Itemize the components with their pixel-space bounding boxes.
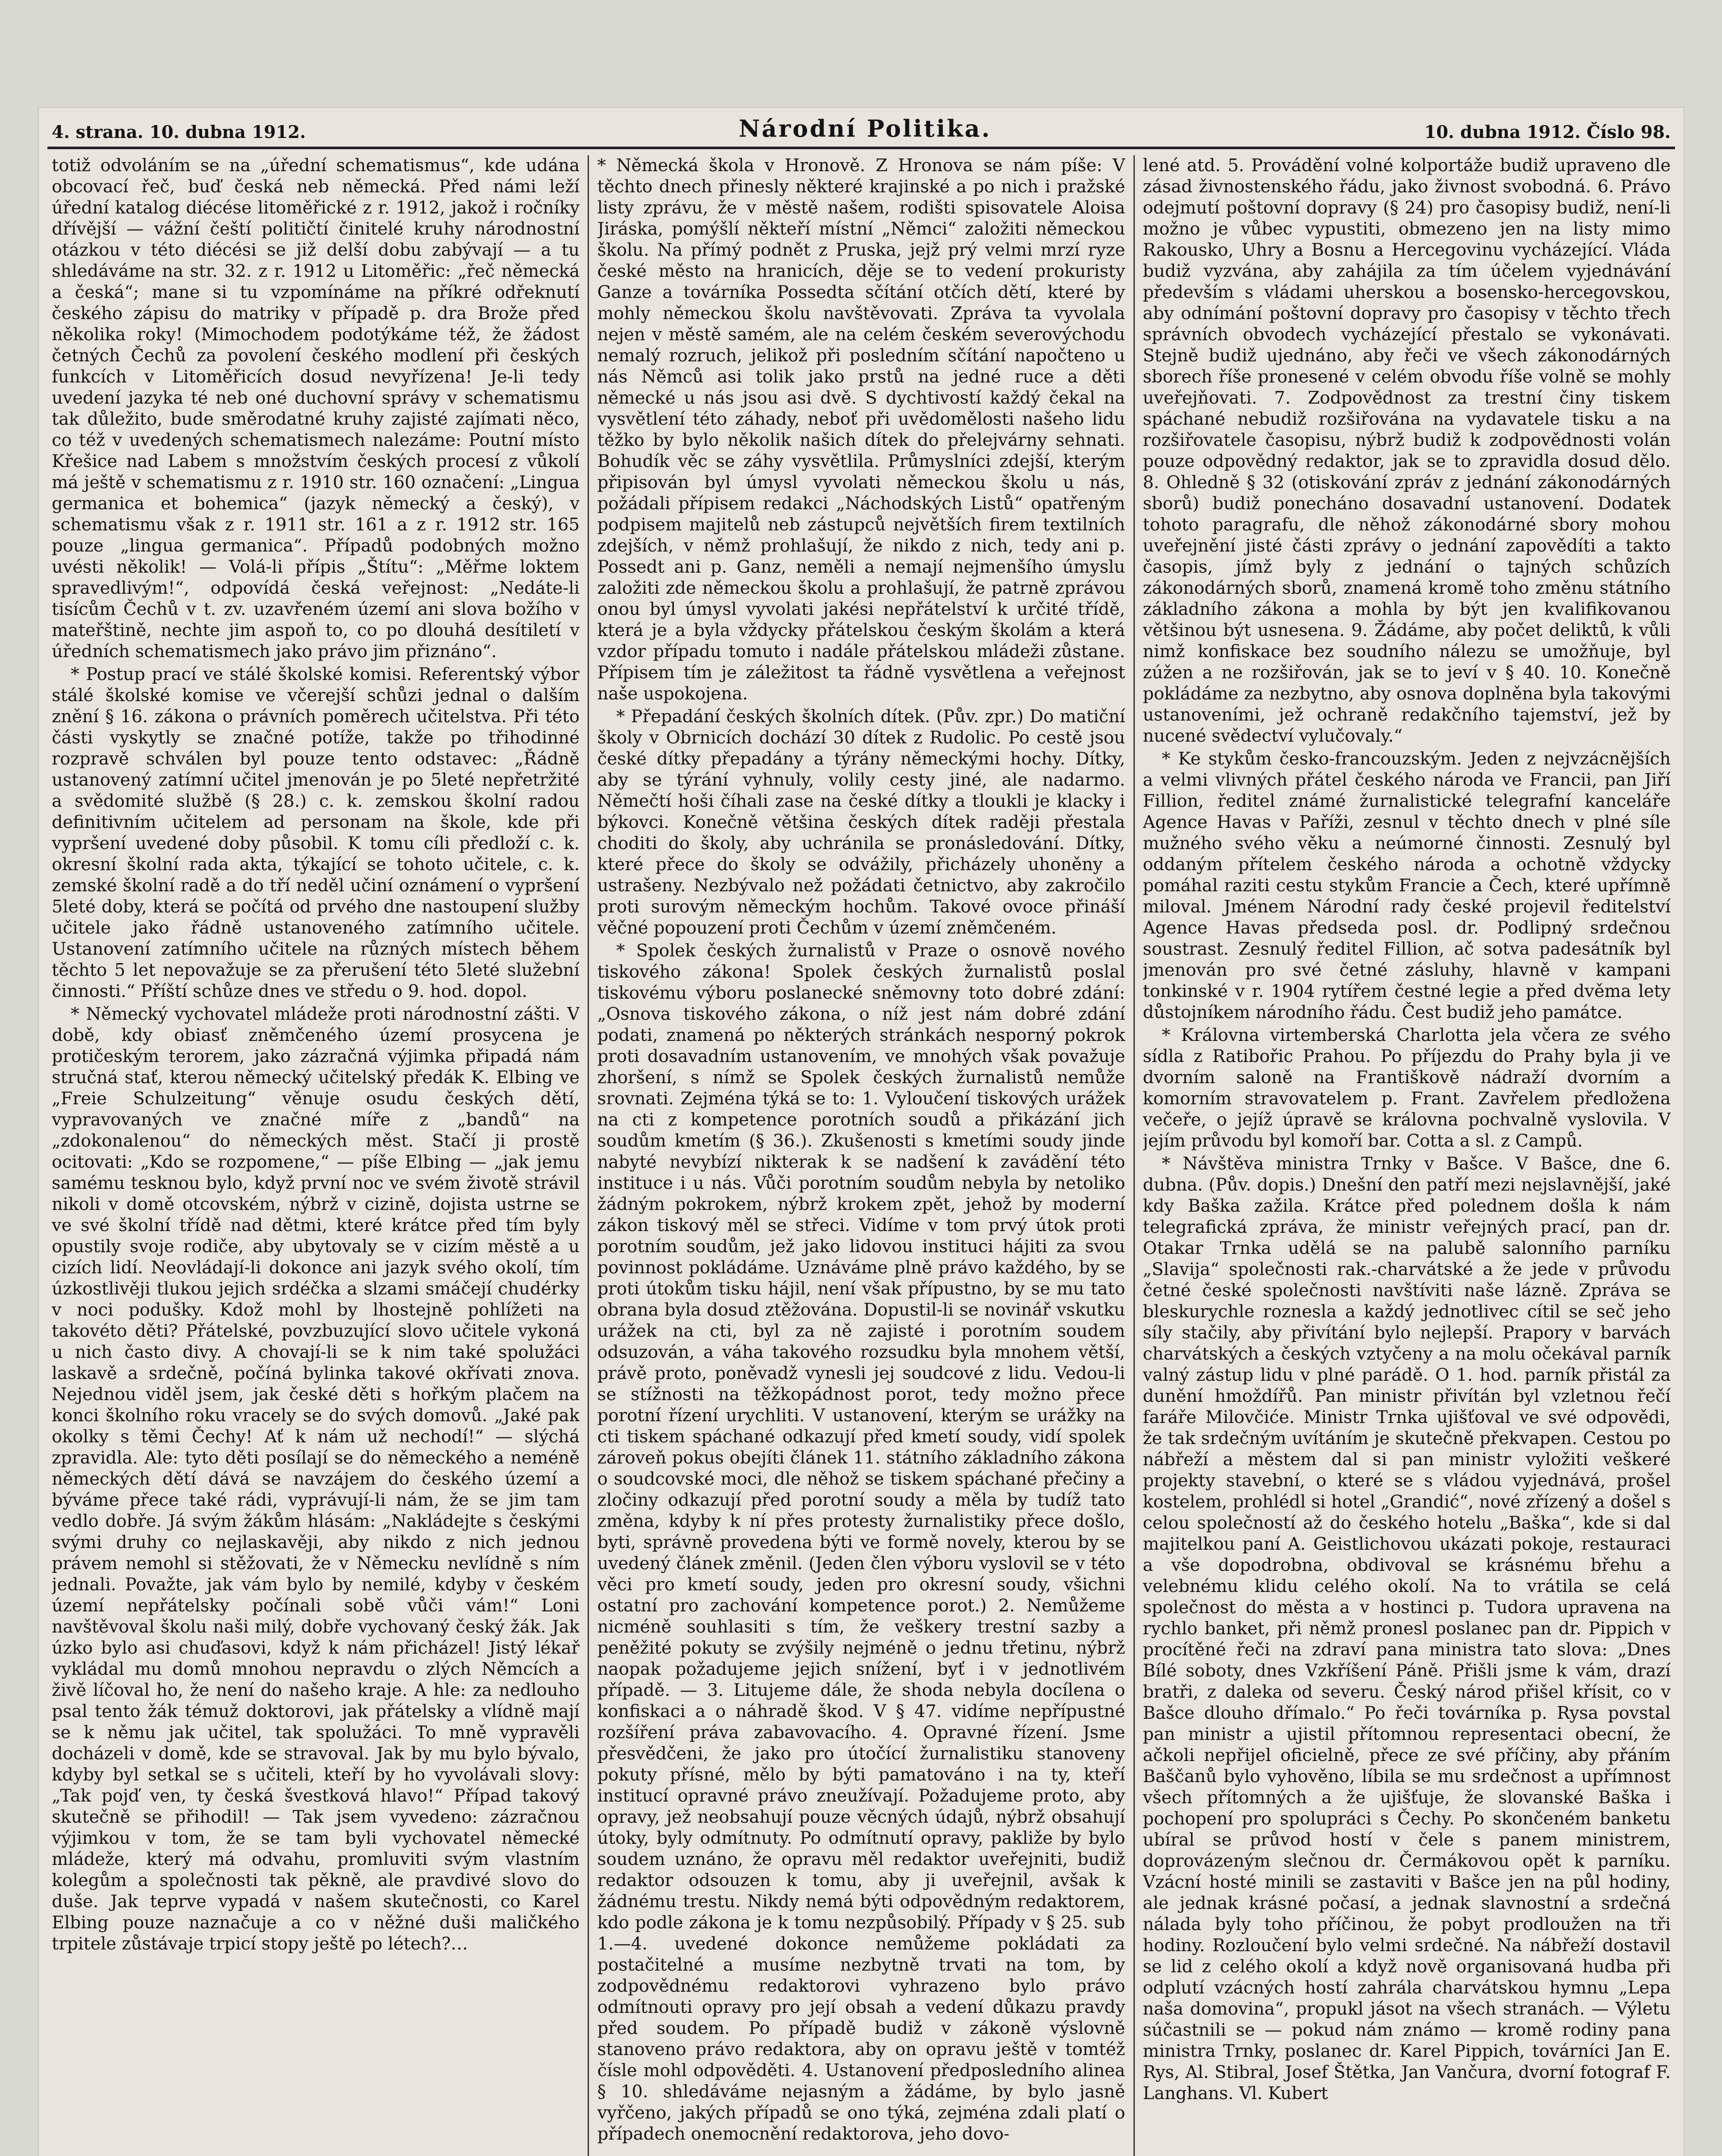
article-paragraph: * Královna virtemberská Charlotta jela včera ze svého sídla z Ratibořic Prahou. Po příjezdu do Prahy byla ji ve dvorním saloně na Františkově nádraží dvorním a komorním stravovatelem p. Frant. Zavřelem předložena večeře, o jejíž úpravě se královna pochvalně vyslovila. V jejím průvodu byl komoří bar. Cotta a sl. z Campů. xyxy=(1143,1025,1671,1151)
newspaper-title: Národní Politika. xyxy=(739,115,992,142)
article-paragraph: * Spolek českých žurnalistů v Praze o osnově nového tiskového zákona! Spolek českých žurnalistů poslal tiskovému výboru poslanecké sněmovny toto dobré zdání: „Osnova tiskového zákona, o níž jest nám dobré zdání podati, znamená po některých stránkách nesporný pokrok proti dosavadním ustanovením, ve mnohých však považuje zhoršení, s nímž se Spolek českých žurnalistů nemůže srovnati. Zejména týká se to: 1. Vyloučení tiskových urážek na cti z kompetence porotních soudů a přikázání jich soudům kmetím (§ 36.). Zkušenosti s kmetími soudy jinde nabyté nevybízí nikterak k se nadšení k zavádění této instituce i u nás. Vůči porotním soudům nebyla by netoliko žádným pokrokem, nýbrž krokem zpět, jehož by moderní zákon tiskový měl se střeci. Vidíme v tom prvý útok proti porotním soudům, jež jako lidovou instituci hájiti za svou povinnost pokládáme. Uznáváme plně právo každého, by se proti útokům tisku hájil, není však přípustno, by se mu tato obrana byla dosud ztěžována. Dopustil-li se novinář vskutku urážek na cti, byl za ně zajisté i porotním soudem odsuzován, a váha takového rozsudku byla mnohem větší, právě proto, poněvadž vynesli jej soudcové z lidu. Vedou-li se stížnosti na těžkopádnost porot, tedy možno přece porotní řízení urychliti. V ustanovení, kterým se urážky na cti tiskem spáchané odkazují před kmetí soudy, vidí spolek zároveň pokus obejíti článek 11. státního základního zákona o soudcovské moci, dle něhož se tiskem spáchané přečiny a zločiny odkazují před porotní soudy a měla by tudíž tato změna, kdyby k ní přes protesty žurnalistiky přece došlo, byti, správně provedena býti ve formě novely, kterou by se uvedený článek změnil. (Jeden člen výboru vyslovil se v této věci pro kmetí soudy, jeden pro okresní soudy, všichni ostatní pro zachování kompetence porot.) 2. Nemůžeme nicméně souhlasiti s tím, že veškery trestní sazby a peněžité pokuty se zvýšily nejméně o jednu třetinu, nýbrž naopak požadujeme jejich snížení, byť i v jednotlivém případě. — 3. Litujeme dále, že shoda nebyla docílena o konfiskaci a o náhradě škod. V § 47. vidíme nepřípustné rozšíření práva zabavovacího. 4. Opravné řízení. Jsme přesvědčeni, že jako pro útočící žurnalistiku stanoveny pokuty přísné, mělo by býti pamatováno i na ty, kteří institucí opravné právo zneužívají. Požadujeme proto, aby opravy, jež neobsahují pouze věcných údajů, nýbrž obsahují útoky, byly odmítnuty. Po odmítnutí opravy, pakliže by bylo soudem uznáno, že opravu měl redaktor uveřejniti, budiž redaktor odsouzen k tomu, aby ji uveřejnil, avšak k žádnému trestu. Nikdy nemá býti odpovědným redaktorem, kdo podle zákona je k tomu nezpůsobilý. Případy v § 25. sub 1.—4. uvedené dokonce nemůžeme pokládati za postačitelné a musíme nezbytně trvati na tom, by zodpovědnému redaktorovi vyhrazeno bylo právo odmítnouti opravy pro její obsah a vedení důkazu pravdy před soudem. Po případě budiž v zákoně výslovně stanoveno právo redaktora, aby on opravu ještě v tomtéž čísle mohl odpověděti. 4. Ustanovení předposledního alinea § 10. shledáváme nejasným a žádáme, by bylo jasně vyřčeno, jakých případů se ono týká, zejména zdali platí o případech onemocnění redaktorova, jeho dovo- xyxy=(597,941,1125,2144)
article-paragraph: * Návštěva ministra Trnky v Bašce. V Bašce, dne 6. dubna. (Pův. dopis.) Dnešní den patří mezi nejslavnější, jaké kdy Baška zažila. Krátce před polednem došla k nám telegrafická zpráva, že ministr veřejných prací, pan dr. Otakar Trnka udělá se na palubě salonního parníku „Slavija“ společnosti rak.-charvátské a že jede v průvodu četné české společnosti navštíviti naše lázně. Zpráva se bleskurychle roznesla a každý jednotlivec cítil se seč jeho síly stačily, aby přivítání bylo nejlepší. Prapory v barvách charvátských a českých vztyčeny a na molu očekával parník valný zástup lidu v plné parádě. O 1. hod. parník přistál za dunění hmoždířů. Pan ministr přivítán byl vzletnou řečí faráře Milovčiće. Ministr Trnka ujišťoval ve své odpovědi, že tak srdečným uvítáním je skutečně překvapen. Cestou po nábřeží a městem dal si pan ministr vyložiti veškeré projekty stavební, o které se s vládou vyjednává, prošel kostelem, prohlédl si hotel „Grandić“, nové zřízený a došel s celou společností až do českého hotelu „Baška“, kde si dal majitelkou paní A. Geistlichovou ukázati pokoje, restauraci a vše dopodrobna, obdivoval se krásnému břehu a velebnému klidu celého okolí. Na to vrátila se celá společnost do města a v hostinci p. Tudora upravena na rychlo banket, při němž pronesl poslanec pan dr. Pippich v procítěné řeči na zdraví pana ministra tato slova: „Dnes Bílé soboty, dnes Vzkříšení Páně. Přišli jsme k vám, drazí bratři, z daleka od severu. Český národ přišel křísit, co v Bašce dlouho dřímalo.“ Po řeči továrníka p. Rysa povstal pan ministr a ujistil přítomnou representaci obecní, že ačkoli nepřijel oficielně, přece ze své příčiny, aby přáním Baščanů bylo vyhověno, líbila se mu srdečnost a upřímnost všech přítomných a že ujišťuje, že slovanské Baška i pochopení pro spolupráci s Čechy. Po skončeném banketu ubíral se průvod hostí v čele s panem ministrem, doprovázeným slečnou dr. Čermákovou opět k parníku. Vzácní hosté minili se zastaviti v Bašce jen na půl hodiny, ale jednak krásné počasí, a jednak slavnostní a srdečná nálada byly toho příčinou, že pobyt prodloužen na tři hodiny. Rozloučení bylo velmi srdečné. Na nábřeží dostavil se lid z celého okolí a když nově organisovaná hudba při odplutí vzácných hostí zahrála charvátskou hymnu „Lepa naša domovina“, propukl jásot na všech stranách. — Výletu súčastnili se — pokud nám známo — kromě rodiny pana ministra Trnky, poslanec dr. Karel Pippich, továrníci Jan E. Rys, Al. Stibral, Josef Štětka, Jan Vančura, dvorní fotograf F. Langhans. Vl. Kubert xyxy=(1143,1154,1671,2103)
column-2 xyxy=(597,155,1125,2156)
column-divider xyxy=(588,155,589,2156)
article-paragraph: * Německá škola v Hronově. Z Hronova se nám píše: V těchto dnech přinesly některé krajinské a po nich i pražské listy zprávu, že v městě našem, rodišti spisovatele Aloisa Jiráska, pomýšlí někteří místní „Němci“ založiti německou školu. Na přímý podnět z Pruska, jejž prý velmi mrzí ryze české město na hranicích, děje se to vedení prokuristy Ganze a továrníka Possedta sčítání otčích dětí, které by mohly německou školu navštěvovati. Zpráva ta vyvolala nejen v městě samém, ale na celém českém severovýchodu nemalý rozruch, jelikož při posledním sčítání napočteno u nás Němců asi tolik jako prstů na jedné ruce a děti německé u nás jsou asi dvě. S dychtivostí každý čekal na vysvětlení této záhady, neboť při uvědomělosti našeho lidu těžko by bylo několik našich dítek do přelejvárny sehnati. Bohudík věc se záhy vysvětlila. Průmyslníci zdejší, kterým připisován byl úmysl vyvolati německou školu u nás, požádali přípisem redakci „Náchodských Listů“ opatřeným podpisem majitelů neb zástupců největších firem textilních zdejších, v němž prohlašují, že nikdo z nich, tedy ani p. Possedt ani p. Ganz, neměli a nemají nejmenšího úmyslu založiti zde německou školu a prohlašují, že patrně zprávou onou byl úmysl vyvolati jakési nepřátelství k určité třídě, která je a byla vždycky přátelskou českým školám a která vzdor případu tomuto i nadále přátelskou mládeži zůstane. Přípisem tím je záležitost ta řádně vysvětlena a veřejnost naše uspokojena. xyxy=(597,156,1125,704)
column-divider xyxy=(1133,155,1135,2156)
article-paragraph: * Německý vychovatel mládeže proti národnostní zášti. V době, kdy obiasť zněmčeného území prosycena je protičeským terorem, jako zázračná výjimka připadá nám stručná stať, kterou německý učitelský předák K. Elbing ve „Freie Schulzeitung“ věnuje osudu českých dětí, vypravovaných ve značné míře z „bandů“ na „zdokonalenou“ do německých měst. Stačí ji prostě ocitovati: „Kdo se rozpomene,“ — píše Elbing — „jak jemu samému tesknou bylo, když první noc ve svém životě strávil nikoli v domě otcovském, nýbrž v cizině, dojista ustrne se ve své školní třídě nad dětmi, které krátce před tím byly opustily svoje rodiče, aby ubytovaly se v cizím městě a u cizích lidí. Neovládají-li dokonce ani jazyk svého okolí, tím úzkostlivěji tlukou jejich srdéčka a slzami smáčejí chudérky v noci podušky. Kdož mohl by lhostejně pohlížeti na takovéto děti? Přátelské, povzbuzující slovo učitele vykoná u nich často divy. A chovají-li se k nim také spolužáci laskavě a srdečně, počíná bylinka takové okřívati znova. Nejednou viděl jsem, jak české děti s hořkým plačem na konci školního roku vracely se do svých domovů. „Jaké pak okolky s těmi Čechy! Ať k nám už nechodí!“ — slýchá zpravidla. Ale: tyto děti posílají se do německého a neméně německých dětí dává se navzájem do českého území a býváme přece také rádi, vyprávují-li nám, že se jim tam vedlo dobře. Já svým žákům hlásám: „Nakládejte s českými svými druhy co nejlaskavěji, aby nikdo z nich jednou právem nemohl si stěžovati, že v Německu nevlídně s ním jednali. Považte, jak vám bylo by nemilé, kdyby v českém území nepřátelsky počínali sobě vůči vám!“ Loni navštěvoval školu naši milý, dobře vychovaný český žák. Jak úzko bylo asi chuďasovi, když k nám přicházel! Jistý lékař vykládal mu domů mnohou nepravdu o zlých Němcích a živě líčoval ho, že není do našeho kraje. A hle: za nedlouho psal tento žák témuž doktorovi, jak přátelsky a vlídně mají se k němu jak učitel, tak spolužáci. To mně vypravěli docházeli v domě, kde se stravoval. Jak by mu bylo bývalo, kdyby byl setkal se s učiteli, kteří by ho vyvolávali slovy: „Tak pojď ven, ty česká švestková hlavo!“ Případ takový skutečně se přihodil! — Tak jsem vyvedeno: zázračnou výjimkou v tom, že se tam byli vychovatel německé mládeže, který má odvahu, promluviti svým vlastním kolegům a společnosti tak pěkně, ale pravdivé slovo do duše. Jak teprve vypadá v našem skutečnosti, co Karel Elbing pouze naznačuje a co v něžné duši maličkého trpitele zůstávaje trpicí stopy ještě po létech?… xyxy=(52,1004,580,1954)
header-rule xyxy=(47,147,1675,149)
issue-date-number: 10. dubna 1912. Číslo 98. xyxy=(1424,122,1671,142)
column-1 xyxy=(52,155,579,2156)
article-paragraph: * Postup prací ve stálé školské komisi. Referentský výbor stálé školské komise ve včerejší schůzi jednal o dalším znění § 16. zákona o právních poměrech učitelstva. Při této části vyskytly se značné potíže, takže po třihodinné rozpravě schválen byl pouze tento odstavec: „Řádně ustanovený zatímní učitel jmenován je po 5leté nepřetržité a svědomité službě (§ 28.) c. k. zemskou školní radou definitivním učitelem ad personam na škole, kde při vypršení uvedené doby působil. K tomu cíli předloží c. k. okresní školní rada akta, týkající se tohoto učitele, c. k. zemské školní radě a do tří neděl učiní oznámení o vypršení 5leté doby, která se počítá od prvého dne nastoupení služby učitele jako řádně ustanoveného zatímního učitele. Ustanovení zatímního učitele na různých místech během těchto 5 let nepovažuje se za přerušení této 5leté služební činnosti.“ Příští schůze dnes ve středu o 9. hod. dopol. xyxy=(52,664,580,1001)
column-3 xyxy=(1143,155,1671,2156)
article-paragraph: * Ke stykům česko-francouzským. Jeden z nejvzácnějších a velmi vlivných přátel českého národa ve Francii, pan Jiří Fillion, ředitel známé žurnalistické telegrafní kanceláře Agence Havas v Paříži, zesnul v těchto dnech v plné síle mužného svého věku a neúmorné činnosti. Zesnulý byl oddaným přítelem českého národa a ochotně vždycky pomáhal raziti cestu stykům Francie a Čech, které upřímně miloval. Jménem Národní rady české projevil ředitelství Agence Havas předseda posl. dr. Podlipný srdečnou soustrast. Zesnulý ředitel Fillion, ač sotva padesátník byl jmenován pro své četné zásluhy, hlavně v kampani tonkinské v r. 1904 rytířem čestné legie a před dvěma lety důstojníkem národního řádu. Čest budiž jeho památce. xyxy=(1143,749,1671,1022)
page-number-date: 4. strana. 10. dubna 1912. xyxy=(52,122,306,142)
article-paragraph: * Přepadání českých školních dítek. (Pův. zpr.) Do matiční školy v Obrnicích dochází 30 dítek z Rudolic. Po cestě jsou české dítky přepadány a týrány německými hochy. Dítky, aby se týrání vyhnuly, volily cesty jiné, ale nadarmo. Němečtí hoši číhali zase na české dítky a tloukli je klacky i býkovci. Konečně většina českých dítek raději přestala choditi do školy, aby uchránila se pronásledování. Dítky, které přece do školy se odvážily, přicházely uhoněny a ustrašeny. Nezbývalo než požádati četnictvo, aby zakročilo proti surovým německým hochům. Takové ovoce přináší věčné popouzení proti Čechům v území zněmčeném. xyxy=(597,707,1125,938)
article-paragraph: totiž odvoláním se na „úřední schematismus“, kde udána obcovací řeč, buď česká neb německá. Před námi leží úřední katalog diécése litoměřické z r. 1912, jakož i ročníky dřívější — vážní čeští političtí činitelé kruhy národnostní otázkou v této diécési se již delší dobu zabývají — a tu shledáváme na str. 32. z r. 1912 u Litoměřic: „řeč německá a česká“; mane si tu vzpomínáme na příkré odřeknutí českého zápisu do matriky v případě p. dra Brože před několika roky! (Mimochodem podotýkáme též, že žádost četných Čechů za povolení českého modlení při českých funkcích v Litoměřicích dosud nevyřízena! Je-li tedy uvedení jazyka té neb oné duchovní správy v schematismu tak důležito, bude směrodatné kruhy zajisté zajímati něco, co též v uvedených schematismech nalezáme: Poutní místo Křešice nad Labem s množstvím českých procesí z vůkolí má ještě v schematismu z r. 1910 str. 160 označení: „Lingua germanica et bohemica“ (jazyk německý a český), v schematismu však z r. 1911 str. 161 a z r. 1912 str. 165 pouze „lingua germanica“. Případů podobných možno uvésti několik! — Volá-li přípis „Štítu“: „Měřme loktem spravedlivým!“, odpovídá česká veřejnost: „Nedáte-li tisícům Čechů v t. zv. uzavřeném území ani slova božího v mateřštině, nechte jim aspoň to, co po dlouhá desítiletí v úředních schematismech jako právo jim přiznáno“. xyxy=(52,156,580,661)
newspaper-page xyxy=(39,108,1684,2156)
article-paragraph: lené atd. 5. Provádění volné kolportáže budiž upraveno dle zásad živnostenského řádu, jako živnost svobodná. 6. Právo odejmutí poštovní dopravy (§ 24) pro časopisy budiž, není-li možno je vůbec vypustiti, obmezeno jen na listy mimo Rakousko, Uhry a Bosnu a Hercegovinu vycházející. Vláda budiž vyzvána, aby zahájila za tím účelem vyjednávání především s vládami uherskou a bosensko-hercegovskou, aby odnímání poštovní dopravy pro časopisy v těchto třech správních obvodech vycházející přestalo se vykonávati. Stejně budiž ujednáno, aby řeči ve všech zákonodárných sborech říše pronesené v celém obvodu říše volně se mohly uveřejňovati. 7. Zodpovědnost za trestní činy tiskem spáchané nebudiž rozšiřována na vydavatele tisku a na rozšiřovatele časopisu, nýbrž budiž k zodpovědnosti volán pouze odpovědný redaktor, jak se to zpravidla dosud dělo. 8. Ohledně § 32 (otiskování zpráv z jednání zákonodárných sborů) budiž ponecháno dosavadní ustanovení. Dodatek tohoto paragrafu, dle něhož zákonodárné sbory mohou uveřejnění jisté části zprávy o jednání zapovědíti a takto časopis, jímž byly z jednání o tajných schůzích zákonodárných sborů, znamená kromě toho změnu státního základního zákona a mohla by být jen kvalifikovanou většinou být usnesena. 9. Žádáme, aby počet deliktů, k vůli nimž konfiskace bez soudního nálezu se umožňuje, byl zúžen a ne rozšiřován, jak se to jeví v § 40. 10. Konečně pokládáme za nezbytno, aby osnova doplněna byla takovými ustanoveními, jež ochraně redakčního tajemství, jež by nucené svědectví vylučovaly.“ xyxy=(1143,156,1671,746)
article-columns xyxy=(52,155,1671,2156)
masthead xyxy=(52,112,1671,142)
